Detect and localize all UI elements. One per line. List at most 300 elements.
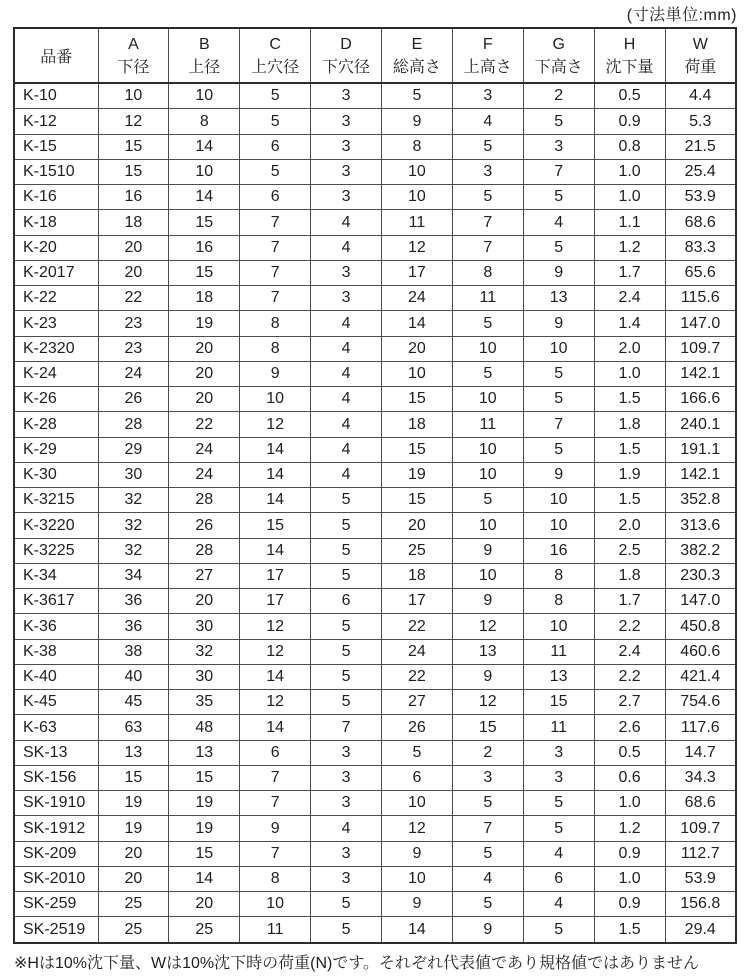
- value-cell: 14: [169, 134, 240, 159]
- value-cell: 10: [382, 791, 453, 816]
- value-cell: 460.6: [665, 639, 736, 664]
- value-cell: 48: [169, 715, 240, 740]
- part-number-cell: K-2320: [14, 336, 98, 361]
- value-cell: 0.9: [594, 109, 665, 134]
- header-col-A: [98, 28, 169, 83]
- table-row: [14, 387, 736, 412]
- value-cell: 14: [382, 311, 453, 336]
- value-cell: 3: [311, 260, 382, 285]
- value-cell: 65.6: [665, 260, 736, 285]
- value-cell: 4: [311, 311, 382, 336]
- value-cell: 352.8: [665, 488, 736, 513]
- part-number-cell: SK-2519: [14, 917, 98, 943]
- value-cell: 313.6: [665, 513, 736, 538]
- value-cell: 10: [382, 185, 453, 210]
- value-cell: 30: [169, 664, 240, 689]
- part-number-cell: K-1510: [14, 159, 98, 184]
- value-cell: 3: [523, 740, 594, 765]
- part-number-cell: K-3225: [14, 538, 98, 563]
- table-row: [14, 664, 736, 689]
- value-cell: 1.5: [594, 437, 665, 462]
- table-row: [14, 513, 736, 538]
- value-cell: 1.0: [594, 791, 665, 816]
- value-cell: 12: [240, 639, 311, 664]
- value-cell: 16: [98, 185, 169, 210]
- value-cell: 15: [169, 841, 240, 866]
- unit-label: (寸法単位:mm): [626, 7, 737, 24]
- header-col-W: [665, 28, 736, 83]
- value-cell: 3: [452, 83, 523, 109]
- value-cell: 156.8: [665, 892, 736, 917]
- value-cell: 6: [240, 134, 311, 159]
- value-cell: 3: [311, 866, 382, 891]
- table-row: [14, 715, 736, 740]
- value-cell: 5: [311, 614, 382, 639]
- value-cell: 28: [169, 488, 240, 513]
- value-cell: 83.3: [665, 235, 736, 260]
- header-label: 上高さ: [463, 58, 512, 76]
- value-cell: 15: [382, 387, 453, 412]
- value-cell: 5: [311, 690, 382, 715]
- value-cell: 18: [98, 210, 169, 235]
- value-cell: 4: [311, 816, 382, 841]
- value-cell: 17: [240, 589, 311, 614]
- value-cell: 26: [169, 513, 240, 538]
- header-label: 沈下量: [605, 58, 654, 76]
- value-cell: 17: [382, 260, 453, 285]
- table-row: [14, 437, 736, 462]
- table-row: [14, 917, 736, 943]
- value-cell: 1.4: [594, 311, 665, 336]
- header-letter: G: [552, 35, 565, 53]
- value-cell: 142.1: [665, 462, 736, 487]
- value-cell: 15: [382, 437, 453, 462]
- value-cell: 27: [169, 563, 240, 588]
- value-cell: 19: [169, 311, 240, 336]
- value-cell: 15: [523, 690, 594, 715]
- header-col-E: [382, 28, 453, 83]
- value-cell: 1.0: [594, 159, 665, 184]
- part-number-cell: K-3220: [14, 513, 98, 538]
- value-cell: 112.7: [665, 841, 736, 866]
- value-cell: 25: [169, 917, 240, 943]
- value-cell: 4: [523, 841, 594, 866]
- table-row: [14, 538, 736, 563]
- table-row: [14, 260, 736, 285]
- value-cell: 11: [452, 412, 523, 437]
- header-letter: F: [482, 35, 493, 53]
- value-cell: 20: [98, 260, 169, 285]
- value-cell: 36: [98, 614, 169, 639]
- value-cell: 7: [452, 235, 523, 260]
- value-cell: 2: [523, 83, 594, 109]
- value-cell: 7: [240, 765, 311, 790]
- header-letter: B: [198, 35, 210, 53]
- value-cell: 10: [382, 361, 453, 386]
- table-row: [14, 462, 736, 487]
- value-cell: 40: [98, 664, 169, 689]
- part-number-cell: K-20: [14, 235, 98, 260]
- value-cell: 5: [311, 488, 382, 513]
- value-cell: 6: [240, 185, 311, 210]
- value-cell: 17: [240, 563, 311, 588]
- value-cell: 2.4: [594, 286, 665, 311]
- value-cell: 19: [98, 791, 169, 816]
- value-cell: 8: [169, 109, 240, 134]
- value-cell: 63: [98, 715, 169, 740]
- value-cell: 20: [98, 235, 169, 260]
- value-cell: 30: [98, 462, 169, 487]
- value-cell: 5: [240, 109, 311, 134]
- value-cell: 8: [452, 260, 523, 285]
- value-cell: 2.2: [594, 614, 665, 639]
- header-label: 上径: [188, 58, 221, 76]
- table-row: [14, 412, 736, 437]
- header-row: [14, 28, 736, 83]
- value-cell: 4: [311, 437, 382, 462]
- value-cell: 191.1: [665, 437, 736, 462]
- value-cell: 3: [523, 134, 594, 159]
- value-cell: 14: [240, 437, 311, 462]
- value-cell: 36: [98, 589, 169, 614]
- value-cell: 10: [240, 387, 311, 412]
- part-number-cell: K-3617: [14, 589, 98, 614]
- header-letter: H: [623, 35, 636, 53]
- value-cell: 5: [311, 513, 382, 538]
- value-cell: 10: [452, 387, 523, 412]
- value-cell: 421.4: [665, 664, 736, 689]
- table-row: [14, 336, 736, 361]
- part-number-cell: K-29: [14, 437, 98, 462]
- value-cell: 14: [169, 866, 240, 891]
- value-cell: 32: [98, 488, 169, 513]
- value-cell: 5: [452, 311, 523, 336]
- table-row: [14, 83, 736, 109]
- value-cell: 9: [523, 311, 594, 336]
- table-row: [14, 690, 736, 715]
- value-cell: 5: [311, 917, 382, 943]
- value-cell: 9: [523, 260, 594, 285]
- header-letter: W: [692, 35, 708, 53]
- value-cell: 26: [382, 715, 453, 740]
- header-col-C: [240, 28, 311, 83]
- value-cell: 4: [311, 361, 382, 386]
- value-cell: 12: [452, 690, 523, 715]
- value-cell: 32: [98, 538, 169, 563]
- value-cell: 754.6: [665, 690, 736, 715]
- value-cell: 1.5: [594, 917, 665, 943]
- value-cell: 13: [523, 286, 594, 311]
- value-cell: 8: [240, 866, 311, 891]
- value-cell: 1.7: [594, 589, 665, 614]
- value-cell: 8: [240, 311, 311, 336]
- header-col-F: [452, 28, 523, 83]
- value-cell: 20: [169, 387, 240, 412]
- part-number-cell: SK-2010: [14, 866, 98, 891]
- value-cell: 68.6: [665, 210, 736, 235]
- value-cell: 3: [452, 159, 523, 184]
- value-cell: 10: [523, 336, 594, 361]
- header-letter: E: [411, 35, 423, 53]
- value-cell: 14: [240, 462, 311, 487]
- part-number-cell: SK-1910: [14, 791, 98, 816]
- header-col-G: [523, 28, 594, 83]
- value-cell: 1.8: [594, 412, 665, 437]
- value-cell: 3: [311, 134, 382, 159]
- value-cell: 8: [523, 563, 594, 588]
- value-cell: 9: [240, 361, 311, 386]
- spec-table: [13, 27, 737, 944]
- value-cell: 10: [452, 563, 523, 588]
- value-cell: 9: [452, 917, 523, 943]
- table-row: [14, 361, 736, 386]
- value-cell: 0.9: [594, 841, 665, 866]
- value-cell: 3: [523, 765, 594, 790]
- table-body: [14, 83, 736, 943]
- value-cell: 5: [523, 437, 594, 462]
- value-cell: 7: [452, 816, 523, 841]
- value-cell: 10: [240, 892, 311, 917]
- value-cell: 2.0: [594, 513, 665, 538]
- value-cell: 5: [523, 235, 594, 260]
- value-cell: 115.6: [665, 286, 736, 311]
- value-cell: 117.6: [665, 715, 736, 740]
- value-cell: 5: [452, 361, 523, 386]
- value-cell: 4: [311, 462, 382, 487]
- value-cell: 8: [382, 134, 453, 159]
- part-number-cell: K-28: [14, 412, 98, 437]
- header-label: 下径: [117, 58, 150, 76]
- value-cell: 7: [311, 715, 382, 740]
- part-number-cell: K-63: [14, 715, 98, 740]
- value-cell: 10: [452, 437, 523, 462]
- value-cell: 3: [311, 765, 382, 790]
- value-cell: 35: [169, 690, 240, 715]
- value-cell: 5: [523, 791, 594, 816]
- part-number-cell: K-18: [14, 210, 98, 235]
- value-cell: 5: [311, 664, 382, 689]
- value-cell: 3: [311, 109, 382, 134]
- table-row: [14, 841, 736, 866]
- value-cell: 30: [169, 614, 240, 639]
- value-cell: 20: [98, 866, 169, 891]
- part-number-cell: SK-1912: [14, 816, 98, 841]
- part-number-cell: K-45: [14, 690, 98, 715]
- value-cell: 2.2: [594, 664, 665, 689]
- value-cell: 7: [523, 159, 594, 184]
- value-cell: 5: [452, 488, 523, 513]
- value-cell: 68.6: [665, 791, 736, 816]
- value-cell: 17: [382, 589, 453, 614]
- value-cell: 1.0: [594, 185, 665, 210]
- value-cell: 5: [523, 917, 594, 943]
- value-cell: 15: [452, 715, 523, 740]
- header-letter: A: [128, 35, 139, 53]
- value-cell: 382.2: [665, 538, 736, 563]
- part-number-cell: K-2017: [14, 260, 98, 285]
- value-cell: 10: [523, 488, 594, 513]
- value-cell: 15: [98, 134, 169, 159]
- value-cell: 0.9: [594, 892, 665, 917]
- value-cell: 1.7: [594, 260, 665, 285]
- part-number-cell: SK-259: [14, 892, 98, 917]
- table-row: [14, 488, 736, 513]
- value-cell: 4: [311, 235, 382, 260]
- value-cell: 13: [452, 639, 523, 664]
- value-cell: 34.3: [665, 765, 736, 790]
- value-cell: 7: [240, 210, 311, 235]
- value-cell: 5: [311, 538, 382, 563]
- header-letter: D: [340, 35, 352, 53]
- value-cell: 1.0: [594, 866, 665, 891]
- table-row: [14, 589, 736, 614]
- part-number-cell: K-3215: [14, 488, 98, 513]
- value-cell: 5: [311, 639, 382, 664]
- value-cell: 13: [523, 664, 594, 689]
- value-cell: 45: [98, 690, 169, 715]
- part-number-cell: K-38: [14, 639, 98, 664]
- value-cell: 3: [452, 765, 523, 790]
- value-cell: 29: [98, 437, 169, 462]
- header-part-number: 品番: [14, 28, 98, 83]
- value-cell: 28: [169, 538, 240, 563]
- value-cell: 7: [452, 210, 523, 235]
- value-cell: 3: [311, 791, 382, 816]
- value-cell: 13: [98, 740, 169, 765]
- value-cell: 0.5: [594, 83, 665, 109]
- value-cell: 3: [311, 841, 382, 866]
- value-cell: 9: [452, 664, 523, 689]
- part-number-cell: K-30: [14, 462, 98, 487]
- value-cell: 6: [240, 740, 311, 765]
- value-cell: 8: [523, 589, 594, 614]
- value-cell: 22: [98, 286, 169, 311]
- value-cell: 2.5: [594, 538, 665, 563]
- part-number-cell: K-12: [14, 109, 98, 134]
- value-cell: 22: [169, 412, 240, 437]
- value-cell: 7: [240, 260, 311, 285]
- value-cell: 11: [240, 917, 311, 943]
- value-cell: 10: [452, 336, 523, 361]
- value-cell: 7: [240, 791, 311, 816]
- value-cell: 14: [240, 538, 311, 563]
- table-row: [14, 765, 736, 790]
- value-cell: 23: [98, 336, 169, 361]
- part-number-cell: K-40: [14, 664, 98, 689]
- part-number-cell: K-23: [14, 311, 98, 336]
- value-cell: 12: [240, 412, 311, 437]
- value-cell: 11: [523, 639, 594, 664]
- value-cell: 5: [452, 185, 523, 210]
- value-cell: 24: [169, 437, 240, 462]
- value-cell: 10: [382, 866, 453, 891]
- value-cell: 2.7: [594, 690, 665, 715]
- value-cell: 10: [452, 513, 523, 538]
- value-cell: 20: [169, 892, 240, 917]
- value-cell: 2: [452, 740, 523, 765]
- table-row: [14, 311, 736, 336]
- header-label: 上穴径: [251, 58, 300, 76]
- value-cell: 2.4: [594, 639, 665, 664]
- value-cell: 4.4: [665, 83, 736, 109]
- value-cell: 5: [523, 185, 594, 210]
- value-cell: 5.3: [665, 109, 736, 134]
- value-cell: 32: [98, 513, 169, 538]
- header-label: 下穴径: [322, 58, 371, 76]
- header-col-D: [311, 28, 382, 83]
- value-cell: 450.8: [665, 614, 736, 639]
- value-cell: 5: [382, 83, 453, 109]
- value-cell: 16: [523, 538, 594, 563]
- value-cell: 25: [98, 917, 169, 943]
- part-number-cell: K-10: [14, 83, 98, 109]
- part-number-cell: K-24: [14, 361, 98, 386]
- value-cell: 10: [452, 462, 523, 487]
- value-cell: 7: [240, 841, 311, 866]
- value-cell: 24: [382, 639, 453, 664]
- value-cell: 14.7: [665, 740, 736, 765]
- value-cell: 2.0: [594, 336, 665, 361]
- value-cell: 11: [523, 715, 594, 740]
- value-cell: 19: [169, 791, 240, 816]
- value-cell: 7: [240, 235, 311, 260]
- value-cell: 1.0: [594, 361, 665, 386]
- value-cell: 166.6: [665, 387, 736, 412]
- value-cell: 14: [240, 715, 311, 740]
- value-cell: 8: [240, 336, 311, 361]
- header-col-B: [169, 28, 240, 83]
- table-row: [14, 791, 736, 816]
- value-cell: 5: [452, 892, 523, 917]
- table-row: [14, 109, 736, 134]
- value-cell: 14: [240, 664, 311, 689]
- value-cell: 6: [382, 765, 453, 790]
- part-number-cell: K-26: [14, 387, 98, 412]
- table-row: [14, 866, 736, 891]
- value-cell: 5: [311, 563, 382, 588]
- value-cell: 5: [452, 791, 523, 816]
- value-cell: 5: [240, 83, 311, 109]
- value-cell: 20: [98, 841, 169, 866]
- value-cell: 9: [452, 538, 523, 563]
- value-cell: 4: [311, 412, 382, 437]
- value-cell: 1.5: [594, 387, 665, 412]
- value-cell: 12: [452, 614, 523, 639]
- value-cell: 5: [452, 841, 523, 866]
- value-cell: 38: [98, 639, 169, 664]
- value-cell: 20: [382, 513, 453, 538]
- table-row: [14, 639, 736, 664]
- value-cell: 19: [169, 816, 240, 841]
- value-cell: 25: [382, 538, 453, 563]
- value-cell: 109.7: [665, 816, 736, 841]
- value-cell: 10: [523, 614, 594, 639]
- part-number-cell: K-22: [14, 286, 98, 311]
- value-cell: 4: [452, 109, 523, 134]
- value-cell: 53.9: [665, 866, 736, 891]
- value-cell: 12: [382, 235, 453, 260]
- table-row: [14, 816, 736, 841]
- value-cell: 5: [523, 109, 594, 134]
- value-cell: 10: [382, 159, 453, 184]
- footnote: ※Hは10%沈下量、Wは10%沈下時の荷重(N)です。それぞれ代表値であり規格値ではありません: [14, 955, 700, 972]
- value-cell: 11: [382, 210, 453, 235]
- value-cell: 9: [382, 841, 453, 866]
- value-cell: 25: [98, 892, 169, 917]
- value-cell: 147.0: [665, 311, 736, 336]
- value-cell: 5: [523, 387, 594, 412]
- table-row: [14, 134, 736, 159]
